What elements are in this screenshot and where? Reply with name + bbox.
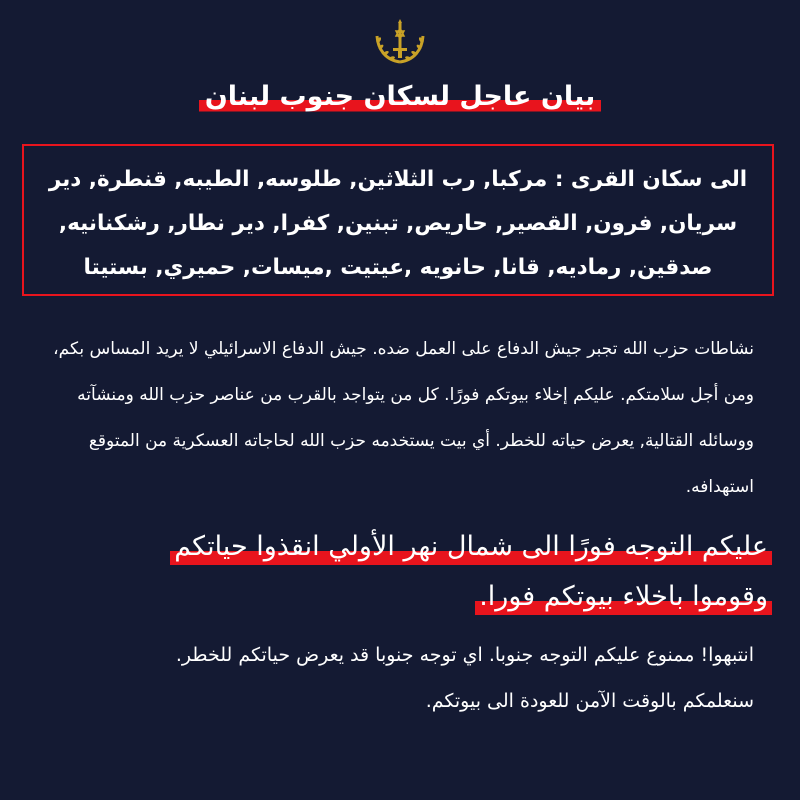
call-to-action xyxy=(30,522,772,622)
idf-emblem-icon xyxy=(370,18,430,66)
call-to-action-line-1: عليكم التوجه فورًا الى شمال نهر الأولي انقذوا حياتكم xyxy=(170,522,772,572)
notice-paragraph: نشاطات حزب الله تجبر جيش الدفاع على العمل ضده. جيش الدفاع الاسرائيلي لا يريد المساس بكم، ومن أجل سلامتكم. عليكم إخلاء بيوتكم فورًا. كل من يتواجد بالقرب من عناصر حزب الله ومنشآته ووسائله القتالية, يعرض حياته للخطر. أي بيت يستخدمه حزب الله لحاجاته العسكرية من المتوقع استهدافه. xyxy=(53,339,754,497)
header xyxy=(0,80,800,116)
page-title: بيان عاجل لسكان جنوب لبنان xyxy=(199,80,602,116)
warning-paragraph xyxy=(42,632,754,724)
call-to-action-line-2: وقوموا باخلاء بيوتكم فورا. xyxy=(475,572,772,622)
villages-box xyxy=(22,144,774,296)
villages-list: الى سكان القرى : مركبا, رب الثلاثين, طلوسه, الطيبه, قنطرة, دير سريان, فرون, القصير, حاريص, تبنين, كفرا, دير نطار, رشكنانيه, صدقين, رماديه, قانا, حانويه ,عيتيت ,ميسات, حميري, بستيتا xyxy=(48,167,748,280)
warning-line-1: انتبهوا! ممنوع عليكم التوجه جنوبا. اي توجه جنوبا قد يعرض حياتكم للخطر. xyxy=(175,644,754,666)
warning-line-2: سنعلمكم بالوقت الآمن للعودة الى بيوتكم. xyxy=(425,690,754,712)
